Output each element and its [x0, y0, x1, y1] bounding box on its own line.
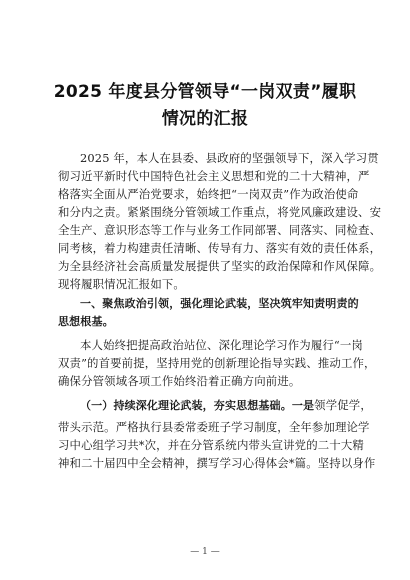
section-heading: 思想根基。: [58, 315, 114, 328]
paragraph-line: 确保分管领域各项工作始终沿着正确方向前进。: [58, 374, 301, 388]
paragraph-line: 2025 年，本人在县委、县政府的坚强领导下，深入学习贯: [80, 151, 379, 165]
paragraph-line: 全生产、意识形态等工作与业务工作同部署、同落实、同检查、: [58, 223, 382, 237]
paragraph-line: 神和二十届四中全会精神，撰写学习心得体会*篇。坚持以身作: [58, 456, 376, 470]
document-title-line-2: 情况的汇报: [161, 109, 249, 129]
subsection-heading: （一）持续深化理论武装，夯实思想基础。一是: [80, 399, 315, 412]
paragraph-line: 格落实全面从严治党要求，始终把“一岗双责”作为政治使命: [58, 187, 359, 201]
subsection-line: [80, 397, 372, 414]
paragraph-line: 本人始终把提高政治站位、深化理论学习作为履行“一岗: [80, 338, 363, 352]
paragraph-line: 现将履职情况汇报如下。: [58, 277, 185, 291]
paragraph-line: 彻习近平新时代中国特色社会主义思想和党的二十大精神，严: [58, 169, 370, 183]
paragraph-line: 习中心组学习共*次，并在分管系统内带头宣讲党的二十大精: [58, 438, 364, 452]
page-number: — 1 —: [190, 547, 220, 557]
paragraph-line: 同考核，着力构建责任清晰、传导有力、落实有效的责任体系，: [58, 241, 382, 255]
paragraph-line: 为全县经济社会高质量发展提供了坚实的政治保障和作风保障。: [58, 259, 382, 273]
subsection-text: 领学促学，: [314, 398, 372, 412]
document-title-line-1: 2025 年度县分管领导“一岗双责”履职: [53, 82, 357, 102]
paragraph-line: 带头示范。严格执行县委常委班子学习制度，全年参加理论学: [58, 420, 370, 434]
section-heading: 一、聚焦政治引领，强化理论武装，坚决筑牢知责明责的: [80, 297, 359, 310]
paragraph-line: 双责”的首要前提，坚持用党的创新理论指导实践、推动工作，: [58, 356, 376, 370]
paragraph-line: 和分内之责。紧紧围绕分管领域工作重点，将党风廉政建设、安: [58, 205, 382, 219]
